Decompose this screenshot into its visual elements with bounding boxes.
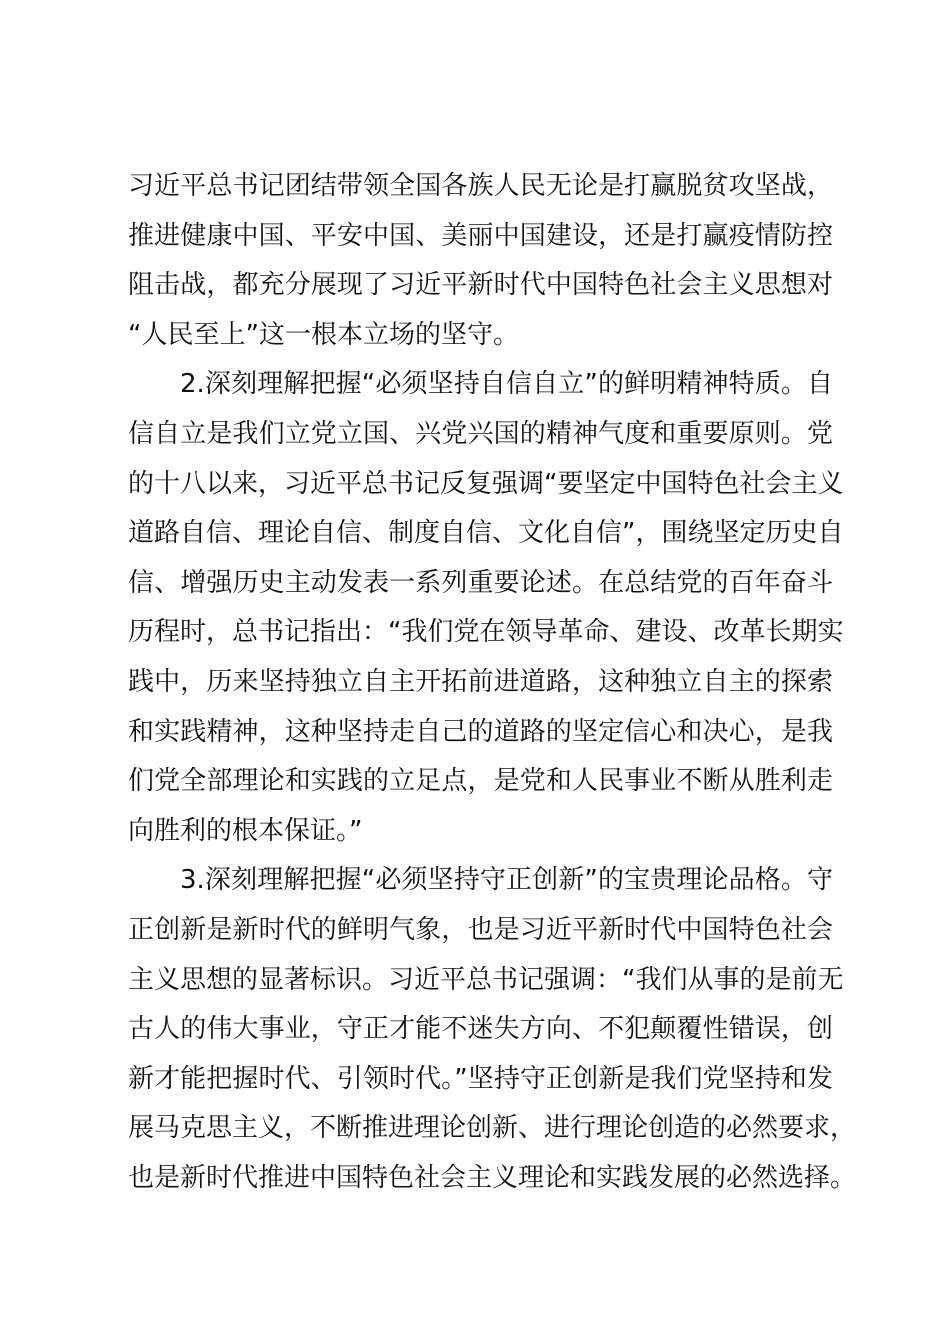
text-line: 信、增强历史主动发表一系列重要论述。在总结党的百年奋斗 <box>128 567 833 598</box>
paragraph-heading-3: 3.深刻理解把握“必须坚持守正创新”的宝贵理论品格。守 <box>180 865 833 896</box>
text-line: 们党全部理论和实践的立足点，是党和人民事业不断从胜利走 <box>128 766 833 797</box>
text-line: 信自立是我们立党立国、兴党兴国的精神气度和重要原则。党 <box>128 418 833 449</box>
text-line: 阻击战，都充分展现了习近平新时代中国特色社会主义思想对 <box>128 270 833 301</box>
text-line: 的十八以来，习近平总书记反复强调“要坚定中国特色社会主义 <box>128 468 844 499</box>
text-line: 正创新是新时代的鲜明气象，也是习近平新时代中国特色社会 <box>128 914 833 945</box>
text-line: 历程时，总书记指出：“我们党在领导革命、建设、改革长期实 <box>128 617 844 648</box>
text-line: 古人的伟大事业，守正才能不迷失方向、不犯颠覆性错误，创 <box>128 1014 833 1045</box>
text-line: 推进健康中国、平安中国、美丽中国建设，还是打赢疫情防控 <box>128 220 833 251</box>
text-line: 向胜利的根本保证。” <box>128 815 363 846</box>
text-line: 和实践精神，这种坚持走自己的道路的坚定信心和决心，是我 <box>128 716 833 747</box>
text-line: 展马克思主义，不断推进理论创新、进行理论创造的必然要求， <box>128 1113 857 1144</box>
text-line: “人民至上”这一根本立场的坚守。 <box>128 319 519 350</box>
text-line: 也是新时代推进中国特色社会主义理论和实践发展的必然选择。 <box>128 1162 857 1193</box>
paragraph-heading-2: 2.深刻理解把握“必须坚持自信自立”的鲜明精神特质。自 <box>180 369 833 400</box>
text-line: 习近平总书记团结带领全国各族人民无论是打赢脱贫攻坚战， <box>128 171 833 201</box>
body-text <box>128 162 857 1203</box>
text-line: 践中，历来坚持独立自主开拓前进道路，这种独立自主的探索 <box>128 666 833 697</box>
text-line: 主义思想的显著标识。习近平总书记强调：“我们从事的是前无 <box>128 964 844 995</box>
text-line: 道路自信、理论自信、制度自信、文化自信”，围绕坚定历史自 <box>128 518 844 549</box>
text-line: 新才能把握时代、引领时代。”坚持守正创新是我们党坚持和发 <box>128 1063 833 1094</box>
